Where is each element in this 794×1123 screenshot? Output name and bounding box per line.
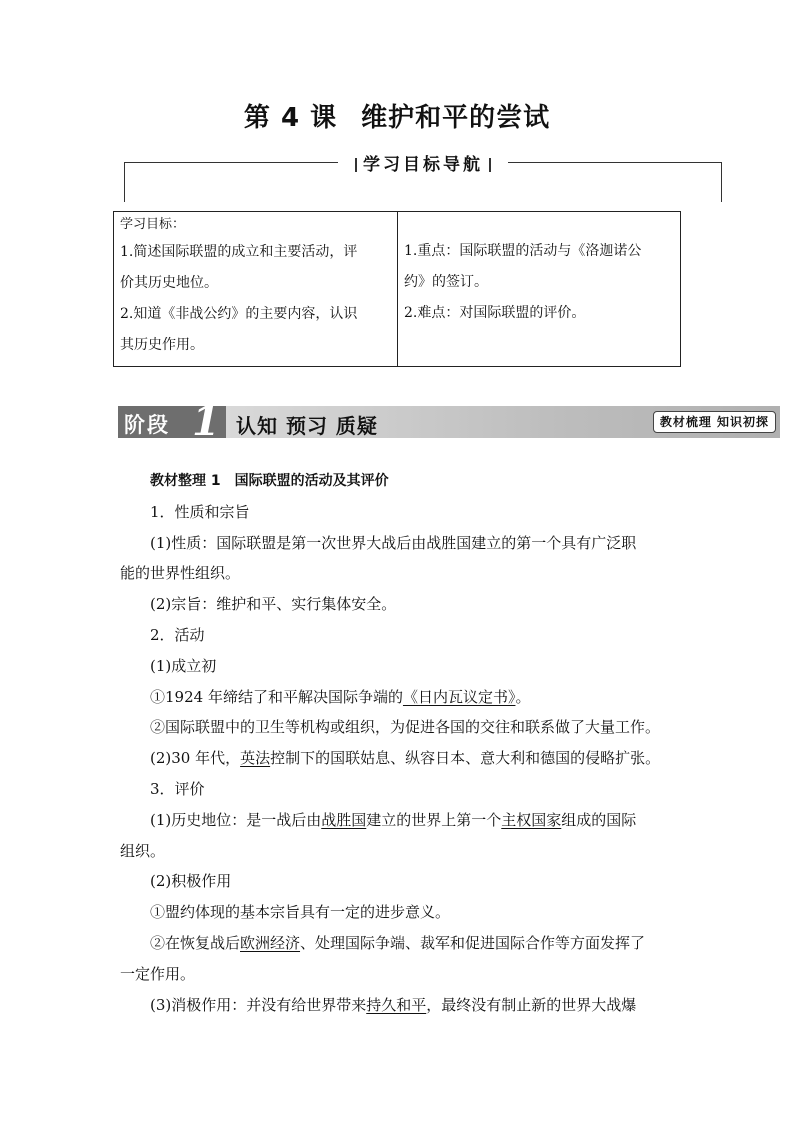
objectives-left-cell	[120, 213, 394, 361]
objective-line: 2.知道《非战公约》的主要内容，认识	[120, 306, 358, 322]
underlined-term: 《日内瓦议定书》	[402, 687, 516, 706]
lesson-title	[0, 97, 794, 134]
stage-band	[226, 406, 780, 438]
paragraph: (1)性质：国际联盟是第一次世界大战后由战胜国建立的第一个具有广泛职	[150, 533, 637, 552]
section-heading: 教材整理 1 国际联盟的活动及其评价	[150, 473, 389, 489]
subsection-title: 2．活动	[150, 625, 205, 644]
paragraph-continuation: 组织。	[120, 841, 166, 860]
paragraph-continuation: 能的世界性组织。	[120, 564, 241, 583]
lesson-content	[120, 466, 680, 1020]
lesson-number: 第 4 课	[243, 103, 338, 133]
key-point-line: 约》的签订。	[404, 274, 488, 290]
objectives-table	[113, 211, 681, 367]
subsection-title: 1．性质和宗旨	[150, 502, 250, 521]
stage-heading: 认知 预习 质疑	[236, 414, 378, 438]
paragraph: (2)积极作用	[150, 872, 232, 891]
key-point-line: 2.难点：对国际联盟的评价。	[404, 305, 586, 321]
paragraph: (3)消极作用：并没有给世界带来持久和平，最终没有制止新的世界大战爆	[150, 995, 637, 1014]
objective-line: 1.简述国际联盟的成立和主要活动，评	[120, 244, 358, 260]
paragraph: ②国际联盟中的卫生等机构或组织，为促进各国的交往和联系做了大量工作。	[150, 718, 661, 737]
stage-label: 阶段	[124, 413, 170, 437]
paragraph: (1)历史地位：是一战后由战胜国建立的世界上第一个主权国家组成的国际	[150, 810, 637, 829]
underlined-term: 欧洲经济	[240, 933, 301, 952]
stage-badge	[118, 398, 226, 445]
stage-number: 1	[192, 398, 220, 445]
paragraph: ①1924 年缔结了和平解决国际争端的《日内瓦议定书》。	[150, 687, 531, 706]
underlined-term: 主权国家	[501, 810, 562, 829]
learning-goals-heading: 学习目标导航	[338, 150, 508, 175]
underlined-term: 持久和平	[366, 995, 427, 1014]
objectives-header: 学习目标：	[120, 217, 186, 232]
stage-tag: 教材梳理 知识初探	[653, 411, 776, 433]
subsection-title: 3．评价	[150, 779, 205, 798]
paragraph: ①盟约体现的基本宗旨具有一定的进步意义。	[150, 903, 451, 922]
paragraph: (1)成立初	[150, 656, 217, 675]
lesson-name: 维护和平的尝试	[361, 103, 551, 133]
objective-line: 其历史作用。	[120, 337, 204, 353]
objectives-right-cell	[404, 236, 676, 329]
paragraph: (2)30 年代，英法控制下的国联姑息、纵容日本、意大利和德国的侵略扩张。	[150, 749, 661, 768]
paragraph: ②在恢复战后欧洲经济、处理国际争端、裁军和促进国际合作等方面发挥了	[150, 933, 646, 952]
underlined-term: 战胜国	[321, 810, 367, 829]
learning-goals-frame	[124, 155, 722, 202]
underlined-term: 英法	[240, 749, 271, 768]
paragraph-continuation: 一定作用。	[120, 964, 196, 983]
stage-banner	[118, 398, 780, 445]
paragraph: (2)宗旨：维护和平、实行集体安全。	[150, 595, 397, 614]
objective-line: 价其历史地位。	[120, 275, 218, 291]
key-point-line: 1.重点：国际联盟的活动与《洛迦诺公	[404, 243, 642, 259]
